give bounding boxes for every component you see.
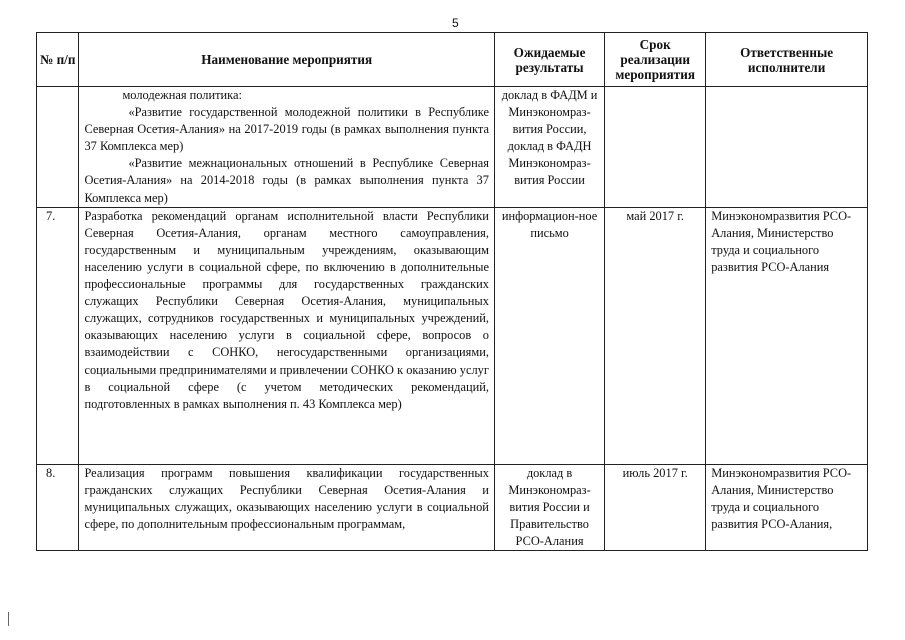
header-responsible: Ответственные исполнители [706,33,868,87]
header-num: № п/п [37,33,79,87]
table-row [37,207,868,464]
row-deadline: июль 2017 г. [605,464,706,550]
page-number: 5 [452,16,459,30]
row-name-line: «Развитие государственной молодежной политики в Республике Северная Осетия-Алания» на 2017-2019 годы (в рамках выполнения пункта 37 Комплекса мер) [84,105,489,154]
row-results: доклад в Минэкономраз-вития России и Правительство РСО-Алания [494,464,604,550]
row-deadline: май 2017 г. [605,207,706,464]
row-name [79,87,495,208]
margin-mark [8,612,9,626]
row-name-line: молодежная политика: [122,88,242,102]
row-results: информацион-ное письмо [494,207,604,464]
row-name: Реализация программ повышения квалификации государственных гражданских служащих Республики Северная Осетия-Алания и муниципальных служащих, оказывающих населению услуги в социальной сфере, по дополнительным профессиональным программам, [79,464,495,550]
table-row [37,464,868,550]
row-responsible [706,87,868,208]
header-name: Наименование мероприятия [79,33,495,87]
table-header-row [37,33,868,87]
measures-table [36,32,868,551]
row-name-line: «Развитие межнациональных отношений в Республике Северная Осетия-Алания» на 2014-2018 годы (в рамках выполнения пункта 37 Комплекса мер) [84,156,489,205]
row-name: Разработка рекомендаций органам исполнительной власти Республики Северная Осетия-Алания, органам местного самоуправления, государственным и муниципальным учреждениям, оказывающим населению услуги в социальной сфере, по включению в дополнительные профессиональные программы для государственных гражданских служащих Республики Северная Осетия-Алания, муниципальных служащих, сотрудников государственных и муниципальных учреждений, оказывающих населению услуги в социальной сфере, вопросов о взаимодействии с СОНКО, негосударственными организациями, социальными предпринимателями и привлечении СОНКО к оказанию услуг в социальной сфере (с учетом методических рекомендаций, подготовленных в рамках выполнения п. 43 Комплекса мер) [79,207,495,464]
row-responsible: Минэкономразвития РСО-Алания, Министерство труда и социального развития РСО-Алания, [706,464,868,550]
header-results: Ожидаемые результаты [494,33,604,87]
row-results: доклад в ФАДМ и Минэкономраз-вития России, доклад в ФАДН Минэкономраз-вития России [494,87,604,208]
row-num [37,87,79,208]
row-deadline [605,87,706,208]
row-num: 8. [37,464,79,550]
header-deadline: Срок реализации мероприятия [605,33,706,87]
row-responsible: Минэкономразвития РСО-Алания, Министерство труда и социального развития РСО-Алания [706,207,868,464]
row-num: 7. [37,207,79,464]
table-row [37,87,868,208]
